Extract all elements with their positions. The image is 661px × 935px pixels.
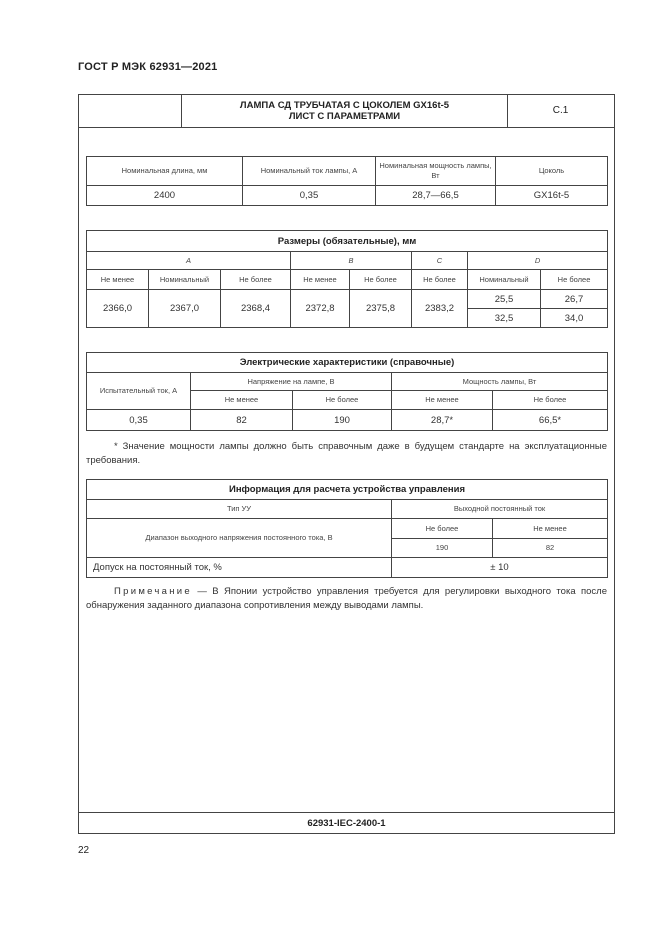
subheader-d-nom: Номинальный — [468, 270, 541, 290]
value-power-max: 66,5* — [493, 410, 608, 431]
note-label: Примечание — [114, 586, 192, 597]
subheader-c-max: Не более — [412, 270, 468, 290]
label-gear-type: Тип УУ — [87, 500, 392, 519]
group-a: A — [87, 252, 291, 270]
note-paragraph — [86, 585, 607, 613]
value-range-max: 190 — [392, 539, 493, 558]
power-footnote: * Значение мощности лампы должно быть справочным даже в будущем стандарте на эксплуатационные требования. — [86, 441, 607, 466]
electrical-table — [86, 352, 608, 431]
control-gear-title: Информация для расчета устройства управления — [87, 480, 608, 500]
dimensions-table — [86, 230, 608, 328]
subheader-power-max: Не более — [493, 391, 608, 410]
value-range-min: 82 — [493, 539, 608, 558]
sheet-footer-code: 62931-IEC-2400-1 — [78, 812, 615, 834]
title-line-2: ЛИСТ С ПАРАМЕТРАМИ — [288, 110, 401, 122]
electrical-title: Электрические характеристики (справочные) — [87, 353, 608, 373]
header-nominal-power: Номинальная мощность лампы, Вт — [376, 157, 496, 186]
subheader-a-max: Не более — [221, 270, 291, 290]
subheader-voltage-min: Не менее — [191, 391, 293, 410]
control-gear-table — [86, 479, 608, 578]
subheader-b-max: Не более — [350, 270, 412, 290]
subheader-a-nom: Номинальный — [149, 270, 221, 290]
header-voltage-group: Напряжение на лампе, В — [191, 373, 392, 391]
note-text: — В Японии устройство управления требуется для регулировки выходного тока после обнаружения заданного диапазона сопротивления между выводами лампы. — [86, 586, 607, 611]
value-voltage-max: 190 — [293, 410, 392, 431]
subheader-a-min: Не менее — [87, 270, 149, 290]
value-voltage-min: 82 — [191, 410, 293, 431]
header-range-min: Не менее — [493, 519, 608, 539]
value-d-max-1: 26,7 — [541, 290, 608, 309]
value-current-tolerance: ± 10 — [392, 558, 608, 578]
title-block — [78, 94, 615, 128]
header-cap: Цоколь — [496, 157, 608, 186]
title-line-1: ЛАМПА СД ТРУБЧАТАЯ С ЦОКОЛЕМ GX16t-5 — [239, 99, 450, 111]
page-number: 22 — [78, 845, 90, 856]
group-d: D — [468, 252, 608, 270]
header-test-current: Испытательный ток, А — [87, 373, 191, 410]
subheader-b-min: Не менее — [291, 270, 350, 290]
value-test-current: 0,35 — [87, 410, 191, 431]
value-gear-type: Выходной постоянный ток — [392, 500, 608, 519]
subheader-d-max: Не более — [541, 270, 608, 290]
value-nominal-length: 2400 — [87, 186, 243, 206]
sheet-number: С.1 — [552, 105, 569, 116]
value-b-max: 2375,8 — [350, 290, 412, 328]
value-b-min: 2372,8 — [291, 290, 350, 328]
value-c-max: 2383,2 — [412, 290, 468, 328]
label-voltage-range: Диапазон выходного напряжения постоянного тока, В — [87, 519, 392, 558]
document-header: ГОСТ Р МЭК 62931—2021 — [78, 61, 218, 73]
value-power-min: 28,7* — [392, 410, 493, 431]
group-c: C — [412, 252, 468, 270]
value-a-min: 2366,0 — [87, 290, 149, 328]
header-nominal-current: Номинальный ток лампы, А — [243, 157, 376, 186]
basic-parameters-table — [86, 156, 608, 206]
group-b: B — [291, 252, 412, 270]
value-a-nom: 2367,0 — [149, 290, 221, 328]
value-nominal-current: 0,35 — [243, 186, 376, 206]
dimensions-title: Размеры (обязательные), мм — [87, 231, 608, 252]
header-power-group: Мощность лампы, Вт — [392, 373, 608, 391]
value-a-max: 2368,4 — [221, 290, 291, 328]
header-range-max: Не более — [392, 519, 493, 539]
value-nominal-power: 28,7—66,5 — [376, 186, 496, 206]
subheader-voltage-max: Не более — [293, 391, 392, 410]
label-current-tolerance: Допуск на постоянный ток, % — [87, 558, 392, 578]
value-d-max-2: 34,0 — [541, 309, 608, 328]
header-nominal-length: Номинальная длина, мм — [87, 157, 243, 186]
value-d-nom-1: 25,5 — [468, 290, 541, 309]
title-block-blank-cell — [78, 94, 182, 127]
value-d-nom-2: 32,5 — [468, 309, 541, 328]
subheader-power-min: Не менее — [392, 391, 493, 410]
value-cap: GX16t-5 — [496, 186, 608, 206]
title-block-name — [182, 94, 508, 127]
